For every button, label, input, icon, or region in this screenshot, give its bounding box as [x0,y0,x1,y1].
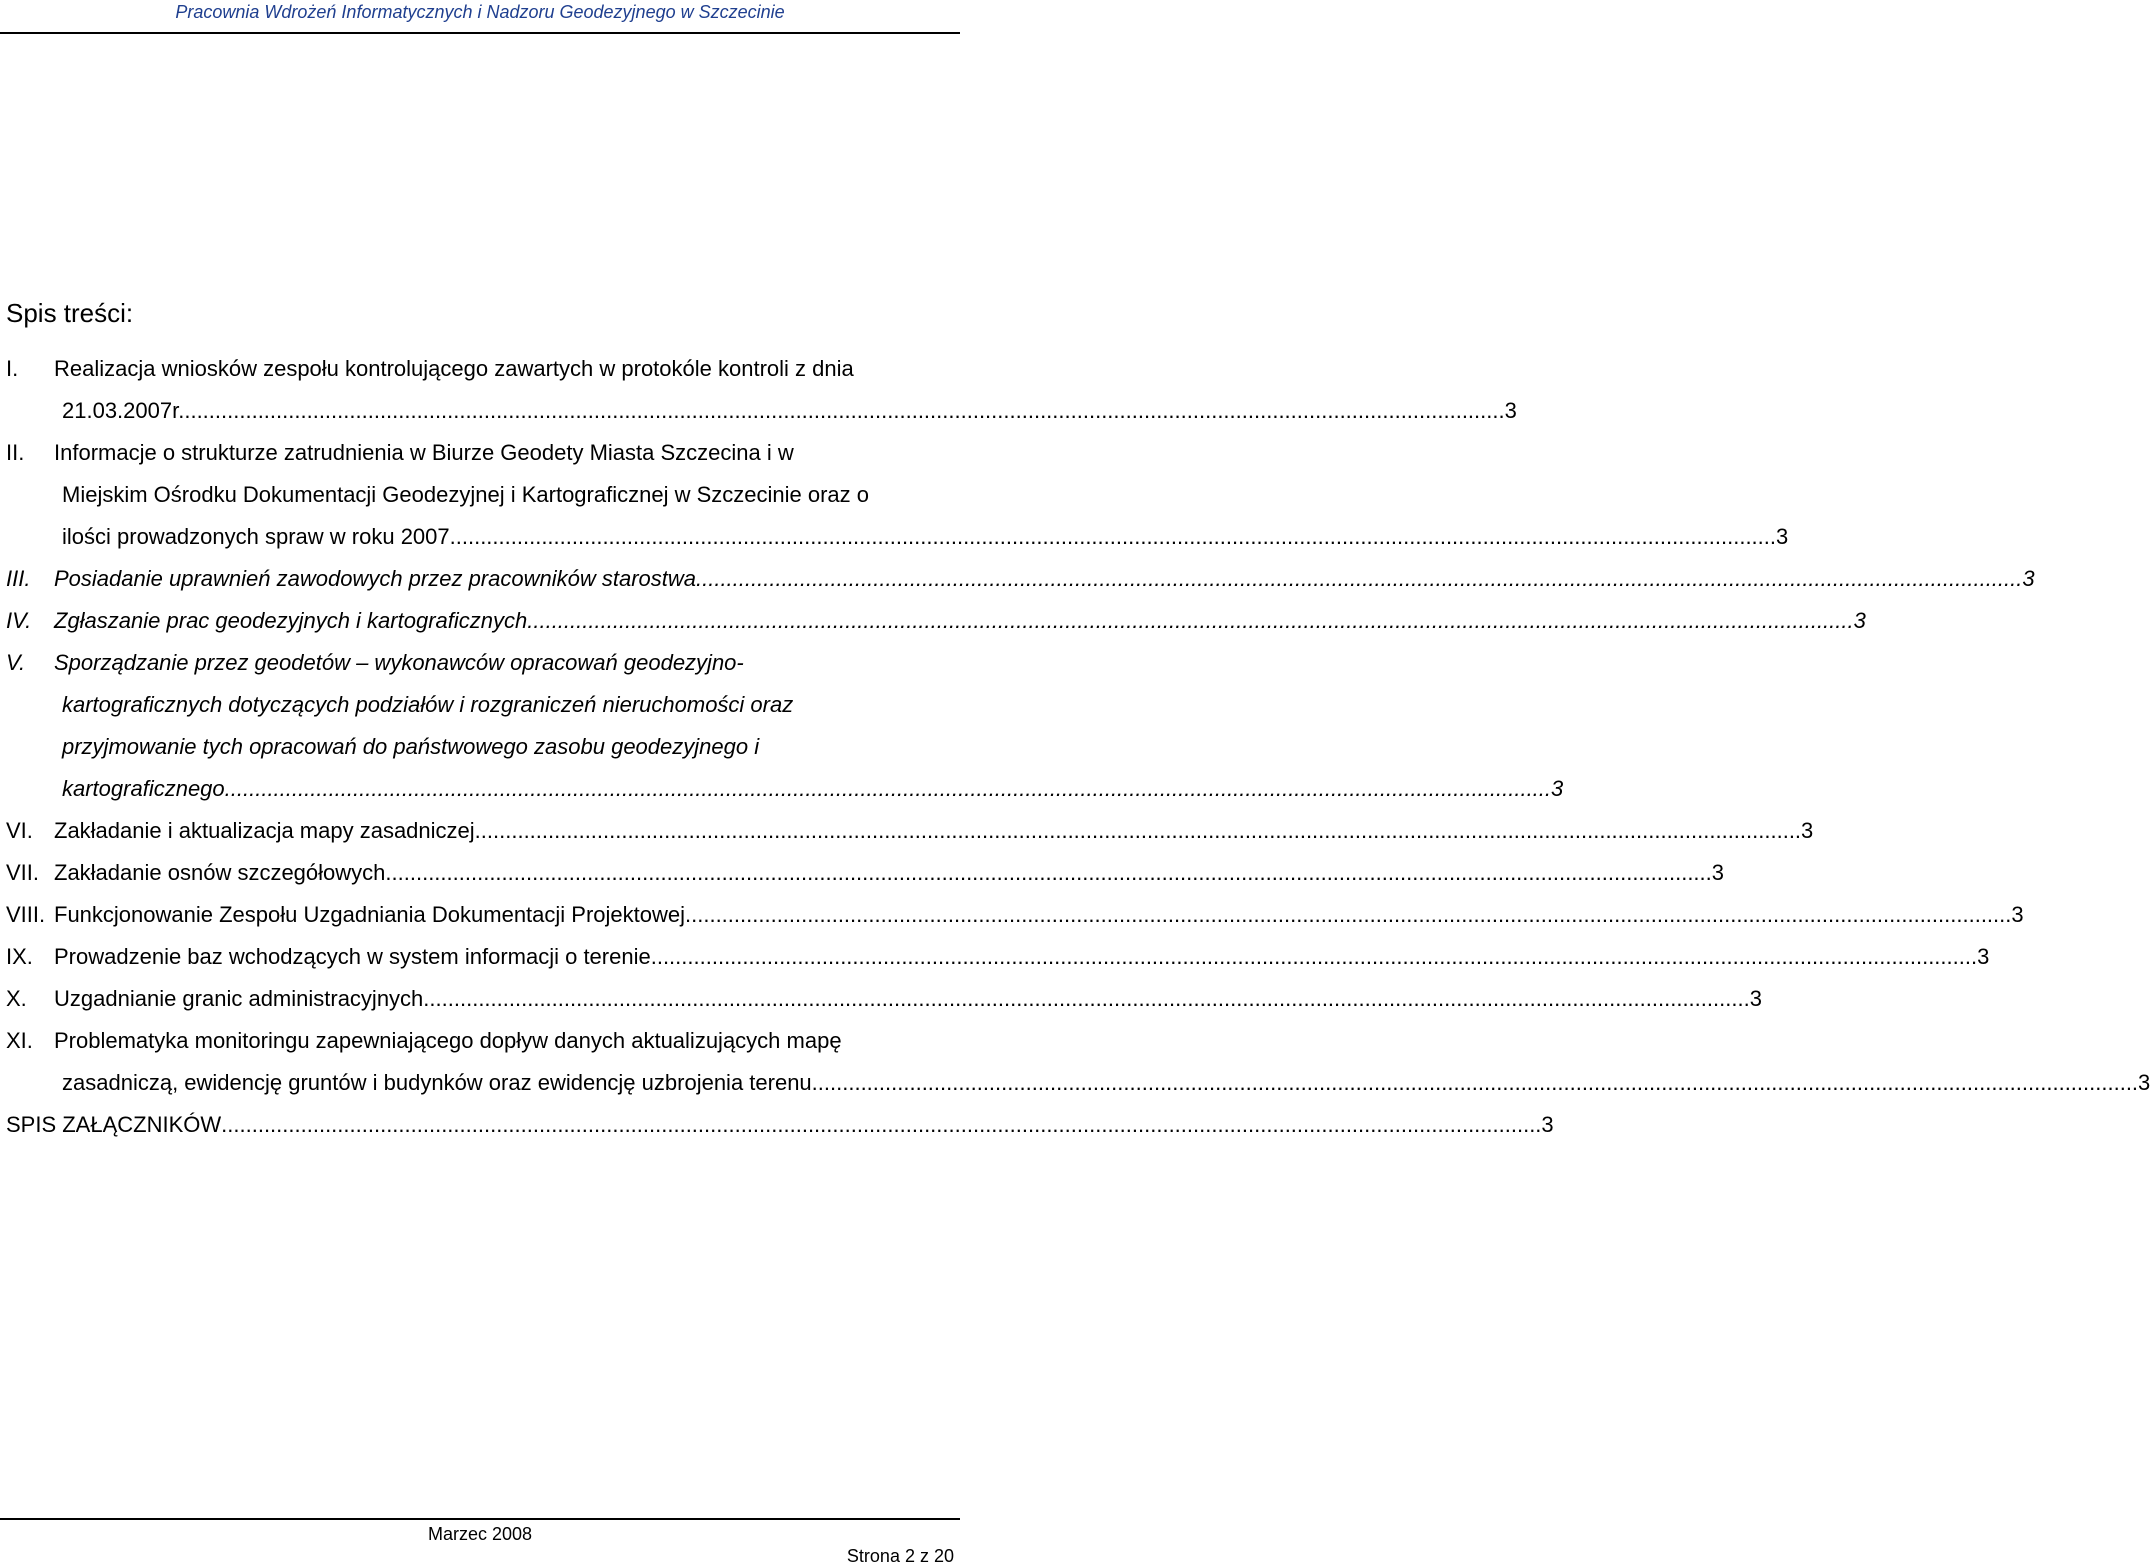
toc-entry-number: V. [6,650,26,675]
toc-entry-text [54,810,1814,852]
toc-entry-label: ilości prowadzonych spraw w roku 2007. [62,524,456,549]
toc-entry-text: Problematyka monitoringu zapewniającego dopływ danych aktualizujących mapę [54,1028,842,1053]
toc-entry-number: XI. [6,1028,33,1053]
toc-entry-line[interactable] [0,894,2024,936]
toc-entry-number: VII. [6,860,40,885]
toc-entry-text [54,978,1762,1020]
toc-entry-text [62,1062,2150,1104]
toc-entry-label: zasadniczą, ewidencję gruntów i budynków oraz ewidencję uzbrojenia terenu. [62,1070,818,1095]
toc-entry-number: III. [6,566,31,591]
header-title: Pracownia Wdrożeń Informatycznych i Nadzoru Geodezyjnego w Szczecinie [175,2,785,22]
toc-page-number: 3 [1977,944,1990,969]
toc-dot-leader [231,768,1551,810]
toc-page-number: 3 [1551,776,1564,801]
toc-page-number: 3 [2138,1070,2150,1095]
toc-dot-leader [456,516,1776,558]
toc-entry-line[interactable] [0,1062,2150,1104]
toc-page-number: 3 [1853,608,1866,633]
toc-entry-number: VIII. [6,902,46,927]
toc-page-number: 3 [1504,398,1517,423]
toc-dot-leader [691,894,2011,936]
toc-entry-label: Posiadanie uprawnień zawodowych przez pracowników starostwa. [54,566,703,591]
toc-dot-leader [533,600,1853,642]
toc-entry-line[interactable] [0,348,960,390]
toc-page-number: 3 [1541,1112,1554,1137]
toc-entry-line[interactable] [0,726,960,768]
toc-appendix-label: SPIS ZAŁĄCZNIKÓW [6,1112,222,1137]
toc-dot-leader [392,852,1712,894]
table-of-contents [0,348,2150,1146]
toc-entry-number: IX. [6,944,33,969]
toc-page-number: 3 [1749,986,1762,1011]
toc-entry-text: przyjmowanie tych opracowań do państwowego zasobu geodezyjnego i [62,734,760,759]
toc-page-number: 3 [1711,860,1725,885]
toc-entry-number: IV. [6,608,32,633]
toc-entry-text: Sporządzanie przez geodetów – wykonawców opracowań geodezyjno- [54,650,744,675]
toc-page-number: 3 [2011,902,2024,927]
toc-entry-line[interactable] [0,810,1814,852]
toc-entry-label: 21.03.2007r. [62,398,185,423]
toc-entry-line[interactable] [0,474,960,516]
toc-page-number: 3 [2022,566,2035,591]
toc-page-number: 3 [1801,818,1814,843]
toc-entry-text: Realizacja wniosków zespołu kontrolującego zawartych w protokóle kontroli z dnia [54,356,854,381]
toc-dot-leader [657,936,1977,978]
toc-entry-line[interactable] [0,642,960,684]
toc-appendix-entry [6,1104,1554,1146]
toc-entry-text: Miejskim Ośrodku Dokumentacji Geodezyjnej i Kartograficznej w Szczecinie oraz o [62,482,869,507]
toc-entry-label: kartograficznego. [62,776,231,801]
toc-entry-label: Prowadzenie baz wchodzących w system informacji o terenie. [54,944,657,969]
toc-entry-text [54,600,1866,642]
toc-dot-leader [184,390,1504,432]
toc-entry-text: kartograficznych dotyczących podziałów i rozgraniczeń nieruchomości oraz [62,692,794,717]
toc-entry-line[interactable] [0,1020,960,1062]
toc-dot-leader: ........................................................................................................................................................................................................................ [221,1112,1542,1137]
header-divider [0,32,960,34]
footer-page-number: Strona 2 z 20 [846,1546,954,1566]
toc-entry-line[interactable] [0,936,1990,978]
toc-entry-number: I. [6,356,19,381]
toc-entry-line[interactable] [0,516,1789,558]
toc-entry-text: Informacje o strukturze zatrudnienia w Biurze Geodety Miasta Szczecina i w [54,440,794,465]
toc-dot-leader [818,1062,2138,1104]
toc-dot-leader [429,978,1749,1020]
toc-entry-label: Funkcjonowanie Zespołu Uzgadniania Dokumentacji Projektowej. [54,902,692,927]
footer-divider [0,1518,960,1520]
toc-entry-label: Zgłaszanie prac geodezyjnych i kartograficznych. [54,608,534,633]
toc-page-number: 3 [1776,524,1789,549]
toc-title: Spis treści: [6,298,134,328]
footer-date: Marzec 2008 [427,1524,533,1544]
toc-entry-number: VI. [6,818,33,843]
toc-entry-line[interactable] [0,768,1564,810]
toc-entry-text [54,558,2035,600]
toc-entry-line[interactable] [0,390,1517,432]
toc-entry-number: X. [6,986,27,1011]
toc-dot-leader [481,810,1801,852]
toc-entry-line[interactable] [0,432,960,474]
toc-entry-label: Zakładanie i aktualizacja mapy zasadniczej. [54,818,481,843]
toc-entry-line[interactable] [0,852,1725,894]
toc-entry-text [54,894,2024,936]
toc-entry-label: Uzgadnianie granic administracyjnych. [54,986,430,1011]
toc-entry-number: II. [6,440,25,465]
toc-entry-line[interactable] [0,600,1866,642]
toc-dot-leader [702,558,2022,600]
page-header [0,0,960,30]
toc-entry-text [54,852,1725,894]
toc-entry-text [54,936,1990,978]
toc-entry-line[interactable] [0,978,1762,1020]
toc-entry-label: Zakładanie osnów szczegółowych. [54,860,392,885]
toc-entry-text [62,516,1789,558]
toc-entry-text [62,768,1564,810]
toc-entry-line[interactable] [0,558,2035,600]
toc-appendix-line[interactable] [0,1104,1554,1146]
toc-entry-text [62,390,1517,432]
toc-entry-line[interactable] [0,684,960,726]
